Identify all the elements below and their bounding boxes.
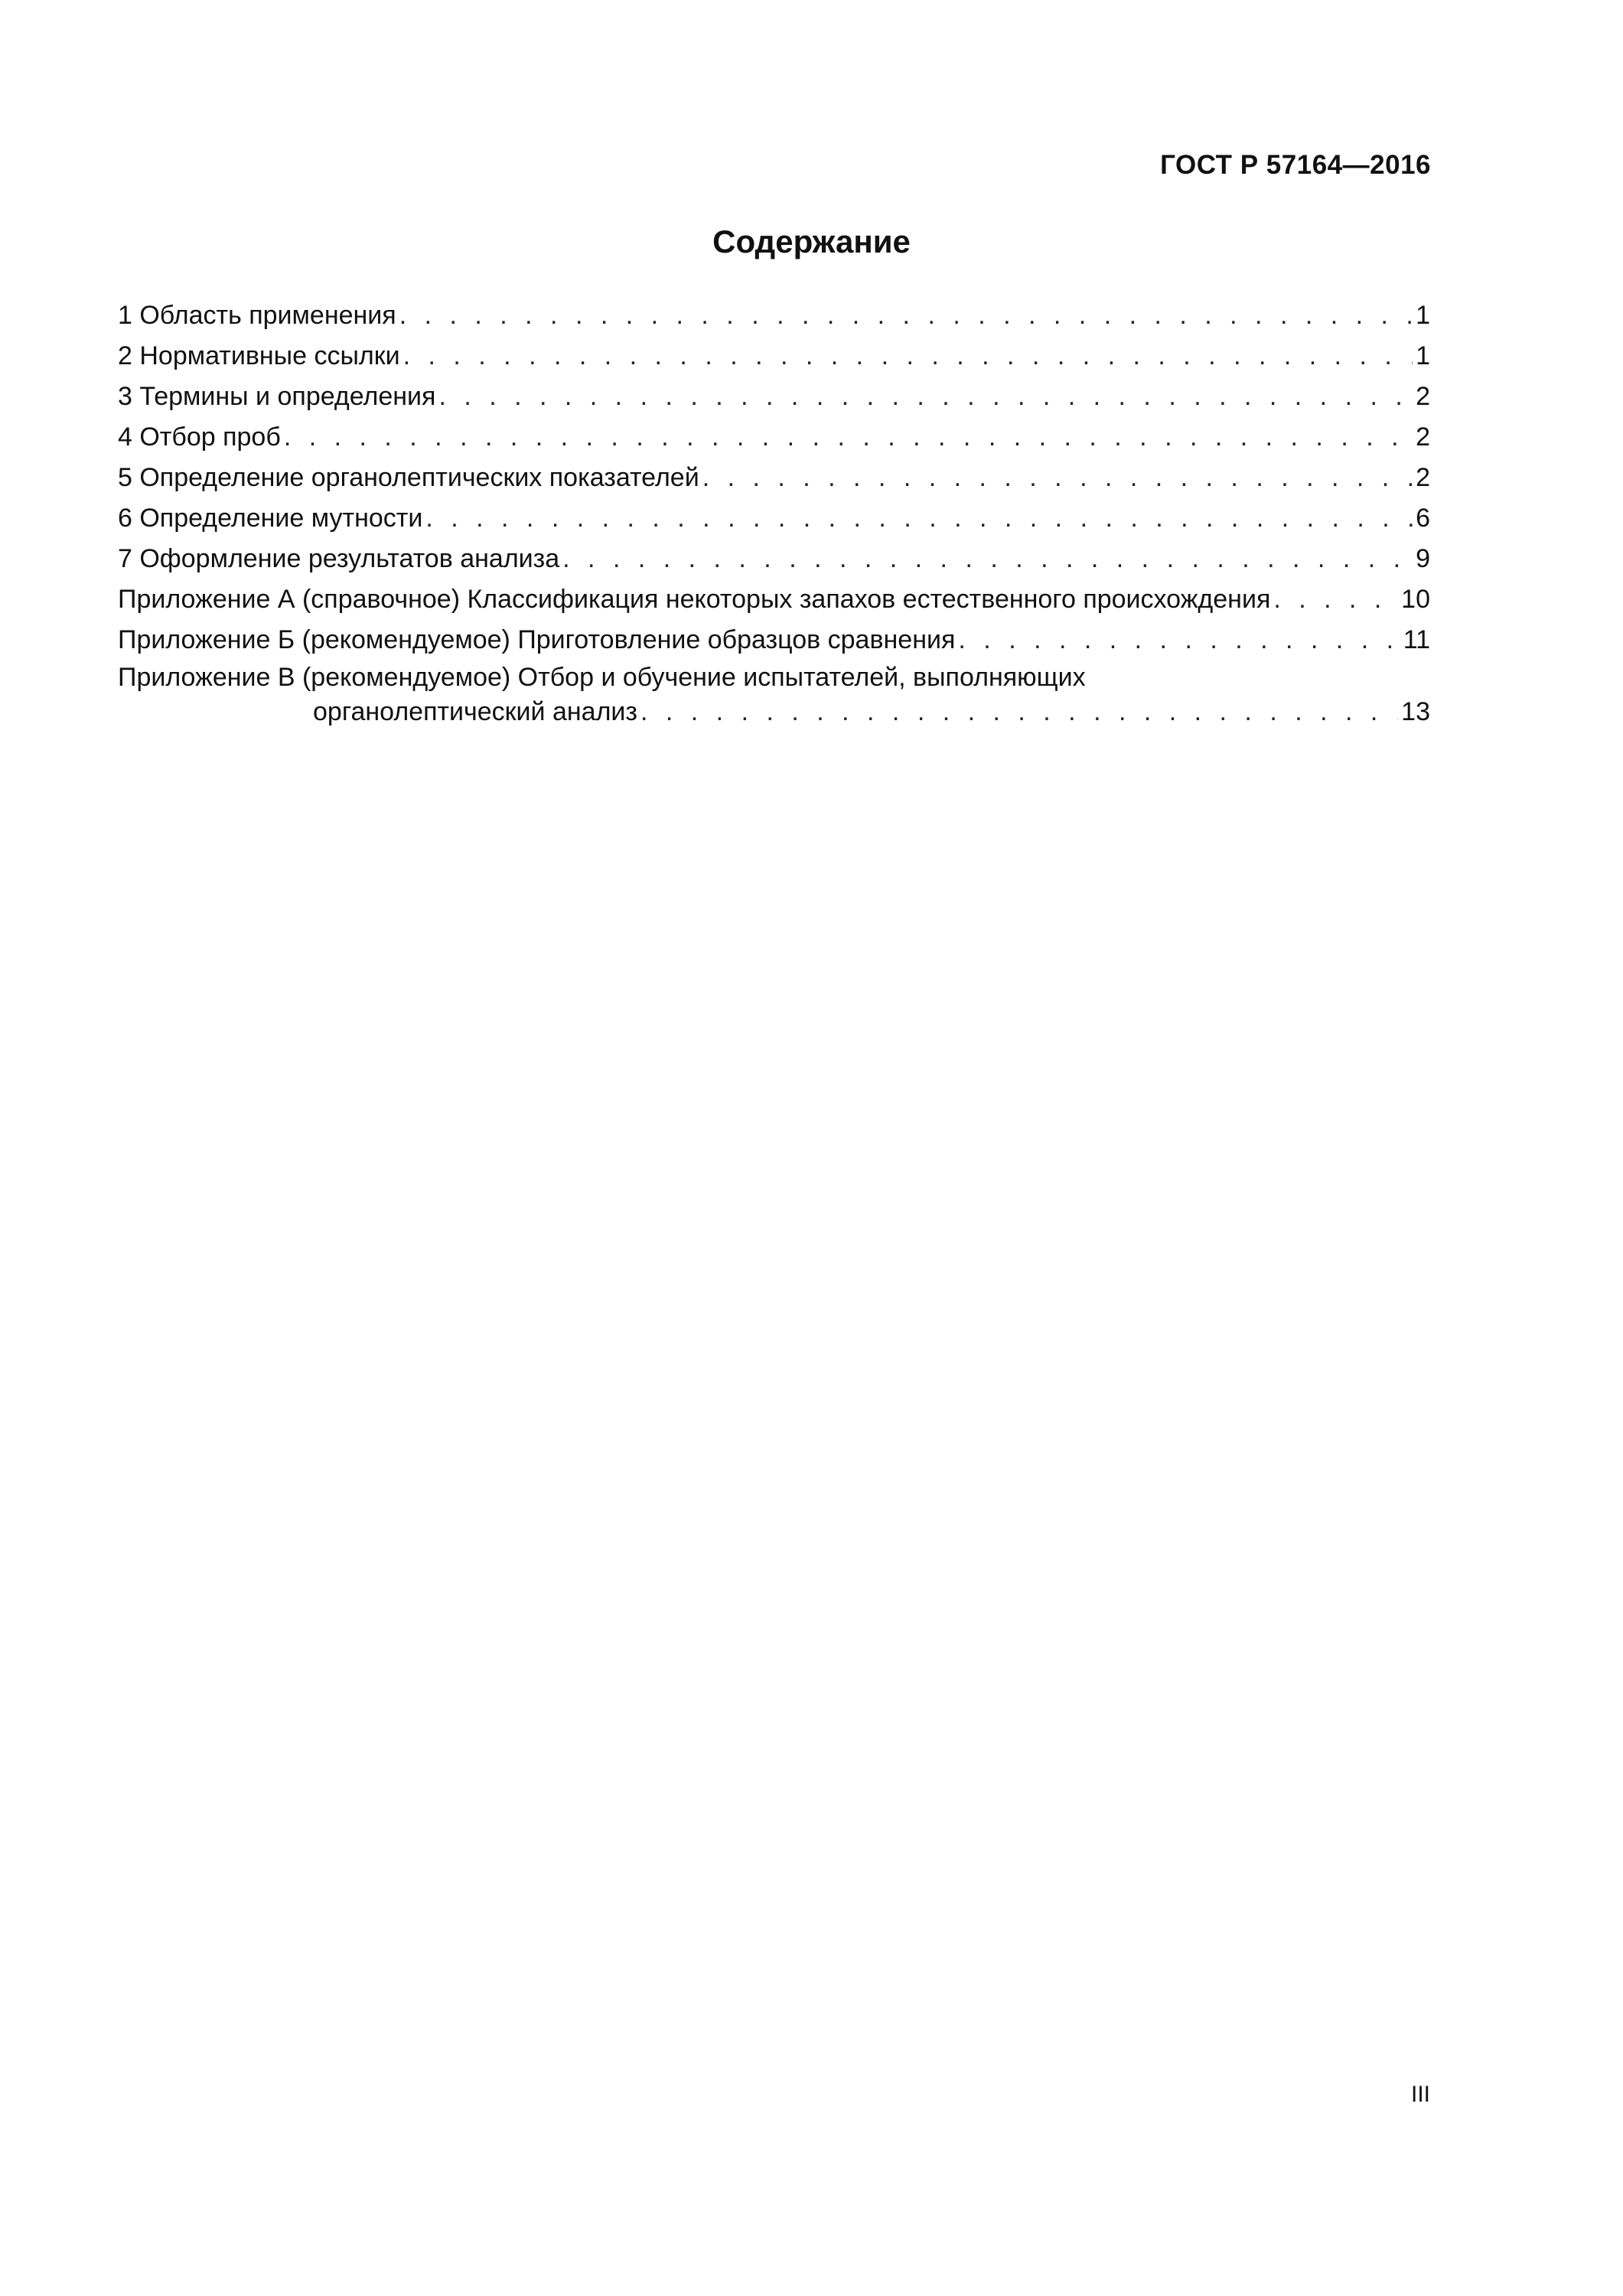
toc-entry-page: 10 <box>1401 585 1430 614</box>
toc-entry-page: 2 <box>1416 463 1430 492</box>
document-code-header: ГОСТ Р 57164—2016 <box>1160 150 1431 180</box>
toc-entry-page: 6 <box>1416 504 1430 533</box>
page-number: III <box>1410 2082 1430 2107</box>
toc-entry-label: 2 Нормативные ссылки <box>118 341 400 370</box>
toc-entry-label: 4 Отбор проб <box>118 422 281 452</box>
toc-entry-label: Приложение В (рекомендуемое) Отбор и обучение испытателей, выполняющих <box>118 663 1086 692</box>
toc-leader-dots <box>640 695 1398 729</box>
toc-leader-dots <box>399 295 1413 336</box>
table-of-contents <box>118 295 1430 729</box>
toc-entry-label-continued: органолептический анализ <box>313 697 637 726</box>
toc-entry[interactable] <box>118 336 1430 377</box>
toc-entry-continuation <box>118 695 1430 729</box>
toc-entry[interactable] <box>118 498 1430 539</box>
toc-entry-page: 1 <box>1416 341 1430 370</box>
toc-entry[interactable] <box>118 377 1430 417</box>
toc-entry-page: 9 <box>1416 544 1430 573</box>
toc-leader-dots <box>284 417 1413 458</box>
toc-entry-label: 6 Определение мутности <box>118 504 423 533</box>
toc-entry-page: 13 <box>1401 697 1430 726</box>
toc-entry-page: 2 <box>1416 382 1430 411</box>
toc-entry-label: 5 Определение органолептических показателей <box>118 463 699 492</box>
toc-leader-dots <box>958 620 1400 660</box>
toc-leader-dots <box>403 336 1413 377</box>
toc-entry-label: 1 Область применения <box>118 301 396 330</box>
toc-entry-page: 11 <box>1403 625 1430 654</box>
toc-entry-page: 2 <box>1416 422 1430 452</box>
toc-entry-label: Приложение А (справочное) Классификация некоторых запахов естественного происхождения <box>118 585 1271 614</box>
toc-entry-label: 7 Оформление результатов анализа <box>118 544 560 573</box>
toc-leader-dots <box>425 498 1413 539</box>
toc-entry[interactable] <box>118 295 1430 336</box>
toc-entry-label: Приложение Б (рекомендуемое) Приготовление образцов сравнения <box>118 625 956 654</box>
toc-leader-dots <box>438 377 1413 417</box>
toc-entry-page: 1 <box>1416 301 1430 330</box>
toc-entry[interactable] <box>118 579 1430 620</box>
toc-entry[interactable] <box>118 660 1430 729</box>
toc-title: Содержание <box>712 223 911 259</box>
toc-entry[interactable] <box>118 539 1430 579</box>
toc-leader-dots <box>562 539 1413 579</box>
toc-leader-dots <box>1273 579 1398 620</box>
toc-entry[interactable] <box>118 620 1430 660</box>
toc-entry[interactable] <box>118 458 1430 498</box>
toc-leader-dots <box>702 458 1413 498</box>
toc-entry[interactable] <box>118 417 1430 458</box>
toc-entry-label: 3 Термины и определения <box>118 382 436 411</box>
